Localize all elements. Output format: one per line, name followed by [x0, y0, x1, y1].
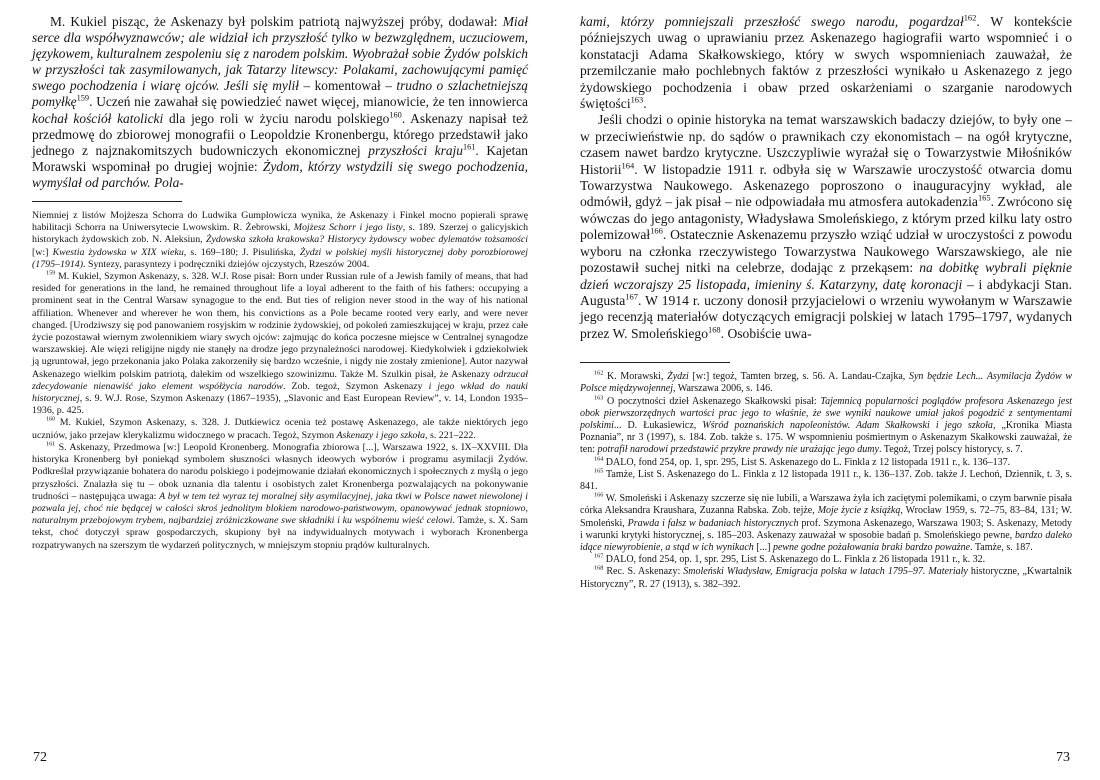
right-main-text: kami, którzy pomniejszali przeszłość swego narodu, pogardzał$^{162}$. W kontekście późniejszych uwag o uprawianiu przez Askenazego hagiografii warto wspomnieć i o konstatacji Adama Skałkowskiego, który w swych wspomnieniach zauważał, że przemilczanie mało pochlebnych faktów z przeszłości wynikało u Askenazego z jego żydowskiego pochodzenia i obaw przed oskarżeniami o szarganie narodowych świętości$^{163}$. Jeśli chodzi o opinie historyka na temat warszawskich badaczy dziejów, to były one – w przeciwieństwie np. do sądów o prawnikach czy ekonomistach – na ogół krytyczne, czasem nawet bardzo krytyczne. Uszczypliwie wyrażał się o Towarzystwie Miłośników Historii$^{164}$. W listopadzie 1911 r. odbyła się w Warszawie uroczystość otwarcia domu Towarzystwa Naukowego. Askenazego poproszono o inauguracyjny wykład, ale odmówił, gdyż – jak pisał – nie odpowiadała mu atmosfera autokadenzia$^{165}$. Zwrócono się wówczas do jego antagonisty, Władysława Smoleńskiego, z którym przed kilku laty ostro polemizował$^{166}$. Ostatecznie Askenazemu przyszło wziąć udział w uroczystości z powodu wyboru na członka rzeczywistego Towarzystwa Naukowego Warszawskiego, ale nie pozostawił suchej nitki na celebrze, dodając z przekąsem: na dobitkę wybrali pięknie dzień wczorajszy 25 listopada, imieniny ś. Katarzyny, datę koronacji – i abdykacji Stan. Augusta$^{167}$. W 1914 r. uczony donosił przyjacielowi o wrzeniu wywołanym w Warszawie jego recenzją materiałów dotyczących emigracji polskiej w latach 1795–1797, wydanych przez W. Smoleńskiego$^{168}$. Osobiście uwa- — [580, 12, 1073, 341]
page-number-left: 72 — [33, 750, 47, 765]
right-page — [550, 0, 1100, 780]
footnote-separator-right — [580, 362, 730, 363]
right-footnotes: $^{162}$ K. Morawski, Żydzi [w:] tegoż, Tamten brzeg, s. 56. A. Landau-Czajka, Syn będzie Lech... Asymilacja Żydów w Polsce międzywojennej, Warszawa 2006, s. 146. $^{163}$ O poczytności dzieł Askenazego Skałkowski pisał: Tajemnicą popularności poglądów profesora Askenazego jest obok pierwszorzędnych wartości prac jego to właśnie, że swe wyniki naukowe umiał jakoś pogodzić z sentymentami polskimi... D. Łukasiewicz, Wśród poznańskich napoleonistów. Adam Skałkowski i jego szkoła, „Kronika Miasta Poznania”, nr 3 (1997), s. 184. Zob. także s. 175. W wspomnieniu pośmiertnym o Askenazym Skałkowski zauważał, że ten: potrafił narodowi przedstawić przykre prawdy nie urażając jego dumy. Tegoż, Trzej polscy historycy, s. 7. $^{164}$ DALO, fond 254, op. 1, spr. 295, List S. Askenazego do L. Finkla z 12 listopada 1911 r., k. 136–137. $^{165}$ Tamże, List S. Askenazego do L. Finkla z 12 listopada 1911 r., k. 136–137. Zob. także J. Lechoń, Dziennik, t. 3, s. 841. $^{166}$ W. Smoleński i Askenazy szczerze się nie lubili, a Warszawa żyła ich zaciętymi polemikami, o czym barwnie pisała córka Aleksandra Kraushara, Zuzanna Rabska. Zob. tejże, Moje życie z książką, Wrocław 1959, s. 72–75, 83–84, 131; W. Smoleński, Prawda i fałsz w badaniach historycznych prof. Szymona Askenazego, Warszawa 1903; S. Askenazy, Metody i warunki krytyki historycznej, s. 185–203. Askenazy zauważał w sposobie badań p. Smoleńskiego pewne, bardzo daleko idące niewyrobienie, a stąd w ich wynikach [...] pewne godne pożałowania braki bardzo poważne. Tamże, s. 187. $^{167}$ DALO, fond 254, op. 1, spr. 295, List S. Askenazego do L. Finkla z 26 listopada 1911 r., k. 32. $^{168}$ Rec. S. Askenazy: Smoleński Władysław, Emigracja polska w latach 1795–97. Materiały historyczne, „Kwartalnik Historyczny”, R. 27 (1913), s. 382–392. — [580, 369, 1073, 590]
footnote-separator-left — [32, 201, 182, 202]
left-footnotes: Niemniej z listów Mojżesza Schorra do Ludwika Gumplowicza wynika, że Askenazy i Finkel mocno popierali sprawę habilitacji Schorra na Uniwersytecie Lwowskim. R. Żebrowski, Mojżesz Schorr i jego listy, s. 189. Szerzej o galicyjskich historykach żydowskich zob. N. Aleksiun, Żydowska szkoła krakowska? Historycy żydowscy wobec dylematów tożsamości [w:] Kwestia żydowska w XIX wieku, s. 169–180; J. Pisulińska, Żydzi w polskiej myśli historycznej doby porozbiorowej (1795–1914). Syntezy, parasyntezy i podręczniki dziejów ojczystych, Rzeszów 2004. $^{159}$ M. Kukiel, Szymon Askenazy, s. 328. W.J. Rose pisał: Born under Russian rule of a Jewish family of means, that had resided for generations in the land, he remained throughout life a loyal adherent to the faith of his fathers: occupying a prominent seat in the Central Warsaw synagogue to the end. But ties of religion never stood in the way of his national affiliation. Whenever and wherever he won them, his convictions as a Pole became rooted very early, and were never changed. [Urodziwszy się pod panowaniem rosyjskim w rodzinie żydowskiej, od pokoleń zamieszkującej w kraju, przez całe życie pozostawał wiernym zwolennikiem wiary swych ojców: zajmując do końca poczesne miejsce w Centralnej synagodze warszawskiej. Ale więzi religijne nigdy nie stanęły na drodze jego przynależności narodowej. Kiedykolwiek i gdziekolwiek ją ugruntował, jego przekonania jako Polaka zakorzeniły się bardzo wcześnie, i nigdy nie zostały zmienione]. Autor nazywał Askenazego wielkim polskim patriotą, dalekim od wszelkiego szowinizmu. Także M. Szulkin pisał, że Askenazy odrzucał zdecydowanie nienawiść jako element współżycia narodów. Zob. tegoż, Szymon Askenazy i jego wkład do nauki historycznej, s. 9. W.J. Rose, Szymon Askenazy (1867–1935), „Slavonic and East European Review”, v. 14, London 1935–1936, p. 425. $^{160}$ M. Kukiel, Szymon Askenazy, s. 328. J. Dutkiewicz ocenia też postawę Askenazego, ale także niektórych jego uczniów, jako przejaw klerykalizmu widocznego w pracach. Tegoż, Szymon Askenazy i jego szkoła, s. 221–222. $^{161}$ S. Askenazy, Przedmowa [w:] Leopold Kronenberg. Monografia zbiorowa [...], Warszawa 1922, s. IX–XXVIII. Dla historyka Kronenberg był poniekąd symbolem słuszności własnych ideowych wyborów i programu asymilacji Żydów. Podkreślał przywiązanie bohatera do narodu polskiego i podejmowanie działań ekonomicznych i społecznych z myślą o jego przyszłości. Znalazła się tu – obok uznania dla talentu i osobistych zalet Kronenberga pozwalających na pokonywanie trudności – następująca uwaga: A był w tem też wyraz tej moralnej siły asymilacyjnej, jaka tkwi w Polsce nawet niewolonej i pozwala jej, choć nie będącej w całości skroś jednolitym blokiem narodowo-państwowym, opanowywać jednak stopniowo, naturalnym przebojowym trybem, najbardziej zróżniczkowane swe składniki i ku wspólnemu wieść celowi. Tamże, s. X. Sam tekst, choć dotyczył spraw gospodarczych, skupiony był na indywidualnych motywach i wyborach Kronenberga rozpatrywanych na szerszym tle wydarzeń politycznych, w mniejszym stopniu prądów kulturalnych. — [32, 210, 529, 551]
page-number-right: 73 — [1056, 750, 1070, 765]
left-main-text: M. Kukiel pisząc, że Askenazy był polskim patriotą najwyższej próby, dodawał: Miał serce dla współwyznawców; ale widział ich przyszłość tylko w bezwzględnem, uczuciowem, językowem, kulturalnem zespoleniu się z narodem polskim. Wyobrażał sobie Żydów polskich w przyszłości tak zasymilowanych, jak Tatarzy litewscy: Polakami, zachowującymi pamięć swego pochodzenia i wiarę ojców. Jeśli się mylił – komentował – trudno o szlachetniejszą pomyłkę$^{159}$. Uczeń nie zawahał się powiedzieć nawet więcej, mianowicie, że ten innowierca kochał kościół katolicki dla jego roli w życiu narodu polskiego$^{160}$. Askenazy napisał też przedmowę do zbiorowej monografii o Leopoldzie Kronenbergu, którego przedstawił jako jednego z najznakomitszych budowniczych ekonomicznej przyszłości kraju$^{161}$. Kajetan Morawski wspominał po drugiej wojnie: Żydom, którzy wstydzili się swego pochodzenia, wymyślał od parchów. Pola- — [32, 14, 528, 190]
